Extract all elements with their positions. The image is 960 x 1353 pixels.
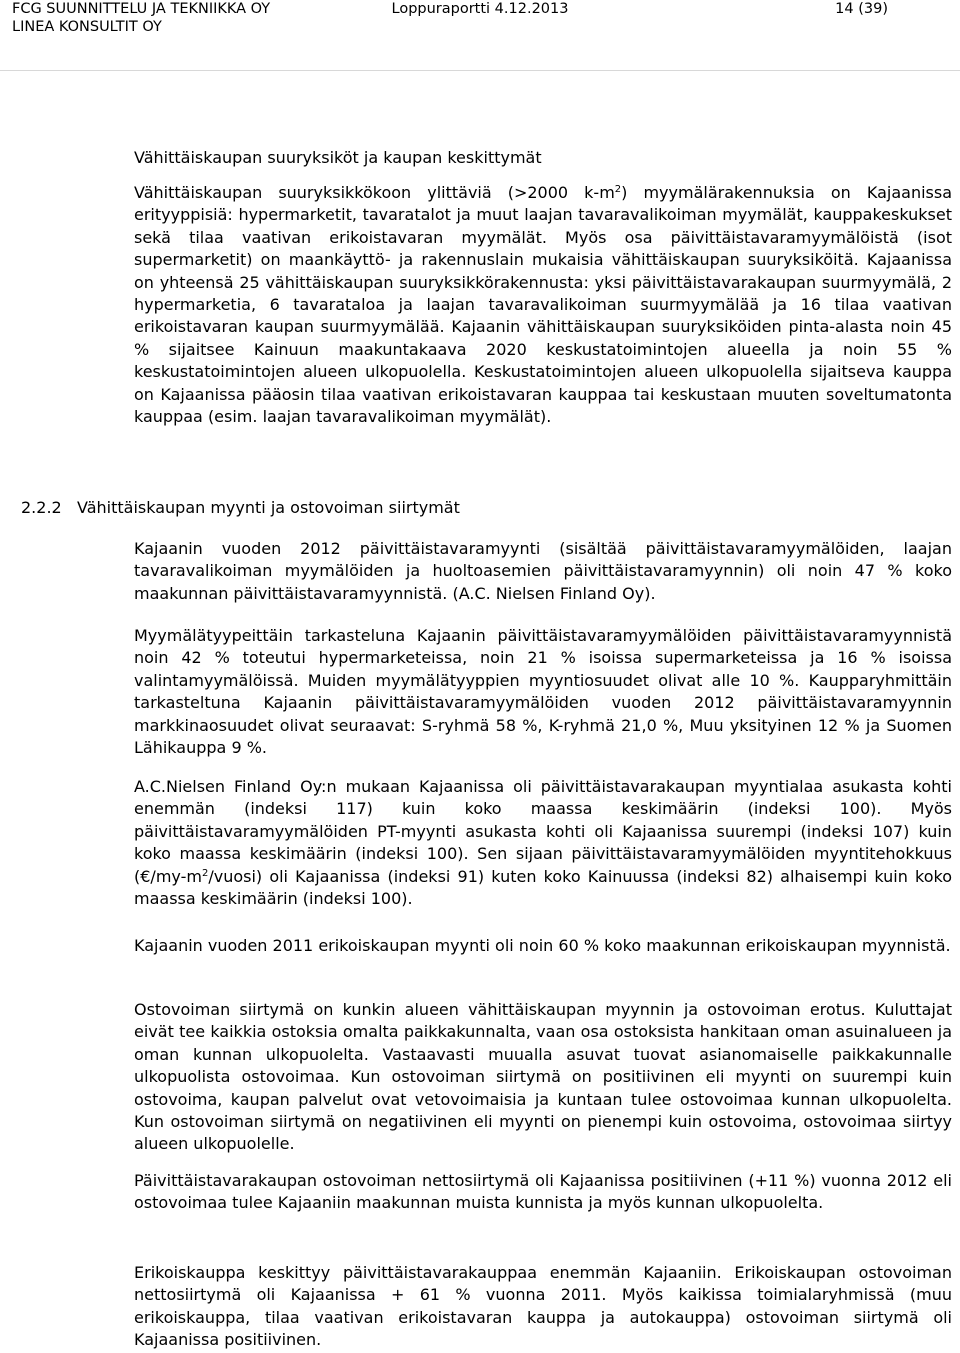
paragraph-6: Päivittäistavarakaupan ostovoiman nettosiirtymä oli Kajaanissa positiivinen (+11 %) vuonna 2012 eli ostovoimaa tulee Kajaaniin maakunnan muista kunnista ja myös kunnan ulkopuolelta. xyxy=(134,1171,952,1213)
header-company-line1: FCG SUUNNITTELU JA TEKNIIKKA OY xyxy=(12,1,271,17)
section-title: Vähittäiskaupan suuryksiköt ja kaupan keskittymät xyxy=(134,148,542,167)
superscript: 2 xyxy=(201,867,209,879)
paragraph-3-text-1: A.C.Nielsen Finland Oy:n mukaan Kajaanissa oli päivittäistavarakaupan myyntialaa asukasta kohti enemmän (indeksi 117) kuin koko maassa keskimäärin (indeksi 100). Myös päivittäistavaramyymälöiden PT-myynti asukasta kohti oli Kajaanissa suurempi (indeksi 107) kuin koko maassa keskimäärin (indeksi 100). Sen sijaan päivittäistavaramyymälöiden myyntitehokkuus (€/my-m xyxy=(134,777,952,886)
paragraph-4: Kajaanin vuoden 2011 erikoiskaupan myynti oli noin 60 % koko maakunnan erikoiskaupan myynnistä. xyxy=(134,936,951,955)
paragraph-3 xyxy=(134,776,952,910)
section-paragraph-text-2: ) myymälärakennuksia on Kajaanissa erityyppisiä: hypermarketit, tavaratalot ja muut laajan tavaravalikoiman myymälät, kauppakeskukset sekä tilaa vaativan erikoistavaran myymälät. Myös osa päivittäistavaramyymälöistä (isot supermarketit) on maankäyttö- ja rakennuslain mukaisia vähittäiskaupan suuryksiköitä. Kajaanissa on yhteensä 25 vähittäiskaupan suuryksikkörakennusta: yksi päivittäistavarakaupan suurmyymälä, 2 hypermarketia, 6 tavarataloa ja laajan tavaravalikoiman suurmyymälää ja 16 tilaa vaativan erikoistavaran kaupan suurmyymälää. Kajaanin vähittäiskaupan suuryksiköiden pinta-alasta noin 45 % sijaitsee Kainuun maakuntakaava 2020 keskustatoimintojen alueella ja noin 55 % keskustatoimintojen alueen ulkopuolella. Keskustatoimintojen alueen ulkopuolella sijaitseva kauppa on Kajaanissa pääosin tilaa vaativan erikoistavaran kauppaa tai keskustaan muuten soveltumatonta kauppaa (esim. laajan tavaravalikoiman myymälät). xyxy=(134,183,953,427)
subsection-heading xyxy=(21,497,460,519)
paragraph-5: Ostovoiman siirtymä on kunkin alueen vähittäiskaupan myynnin ja ostovoiman erotus. Kuluttajat eivät tee kaikkia ostoksia omalta paikkakunnalta, vaan osa ostoksista hankitaan oman asuinalueen ja oman kunnan ulkopuolelta. Vastaavasti muualla asuvat tuovat asianomaiselle paikkakunnalle ulkopuolista ostovoimaa. Kun ostovoiman siirtymä on positiivinen eli myynti on suurempi kuin ostovoima, kaupan palvelut ovat vetovoimaisia ja kuntaan tulee ostovoimaa kunnan ulkopuolelta. Kun ostovoiman siirtymä on negatiivinen eli myynti on pienempi kuin ostovoima, ostovoimaa siirtyy alueen ulkopuolelle. xyxy=(134,1000,952,1154)
paragraph-2: Myymälätyypeittäin tarkasteluna Kajaanin päivittäistavaramyymälöiden päivittäistavaramyynnistä noin 42 % toteutui hypermarketeissa, noin 21 % isoissa supermarketeissa ja 16 % isoissa valintamyymälöissä. Muiden myymälätyyppien myyntiosuudet olivat alle 10 %. Kaupparyhmittäin tarkasteltuna Kajaanin päivittäistavaramyymälöiden vuoden 2012 päivittäistavaramyynnin markkinaosuudet olivat seuraavat: S-ryhmä 58 %, K-ryhmä 21,0 %, Muu yksityinen 12 % ja Suomen Lähikauppa 9 %. xyxy=(134,626,952,758)
subsection-number: 2.2.2 xyxy=(21,498,62,517)
paragraph-7: Erikoiskauppa keskittyy päivittäistavarakauppaa enemmän Kajaaniin. Erikoiskaupan ostovoiman nettosiirtymä oli Kajaanissa + 61 % vuonna 2011. Myös kaikissa toimialaryhmissä (muu erikoiskauppa, tilaa vaativan erikoistavaran kauppa ja autokauppa) ostovoiman siirtymä oli Kajaanissa positiivinen. xyxy=(134,1263,952,1350)
paragraph-3-text-2: /vuosi) oli Kajaanissa (indeksi 91) kuten koko Kainuussa (indeksi 82) alhaisempi kuin koko maassa keskimäärin (indeksi 100). xyxy=(134,866,952,909)
section-paragraph xyxy=(134,182,952,428)
header-divider xyxy=(0,70,960,71)
header-report-title: Loppuraportti 4.12.2013 xyxy=(391,1,569,17)
superscript: 2 xyxy=(614,184,622,195)
paragraph-1: Kajaanin vuoden 2012 päivittäistavaramyynti (sisältää päivittäistavaramyymälöiden, laajan tavaravalikoiman myymälöiden ja huoltoasemien päivittäistavaramyynnin) oli noin 47 % koko maakunnan päivittäistavaramyynnistä. (A.C. Nielsen Finland Oy). xyxy=(134,539,952,603)
header-company-line2: LINEA KONSULTIT OY xyxy=(12,19,162,35)
subsection-title: Vähittäiskaupan myynti ja ostovoiman siirtymät xyxy=(77,498,460,517)
section-paragraph-text-1: Vähittäiskaupan suuryksikkökoon ylittäviä (>2000 k-m xyxy=(134,183,615,202)
header-page-number: 14 (39) xyxy=(835,1,888,17)
